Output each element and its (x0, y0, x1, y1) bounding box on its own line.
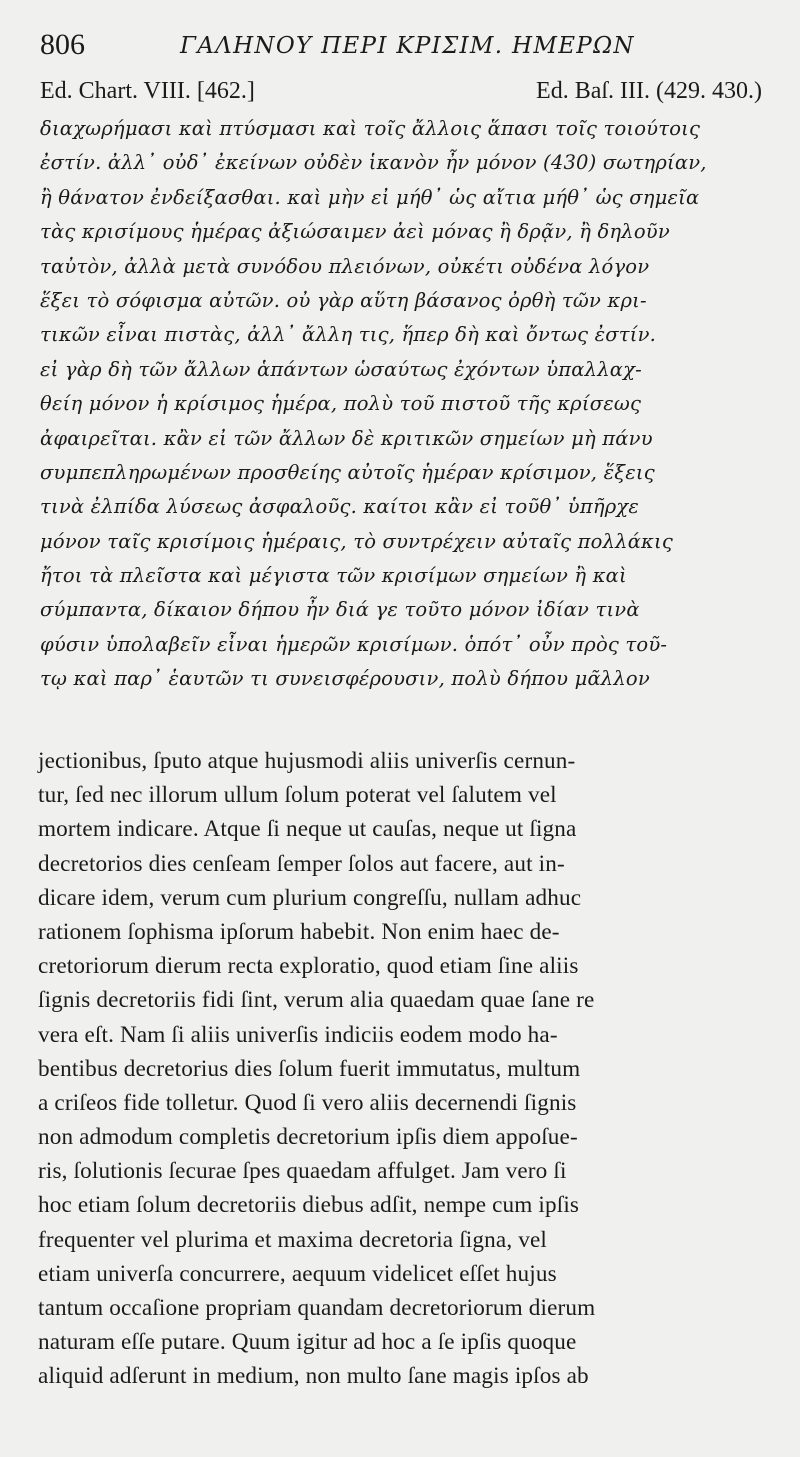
running-title: ΓΑΛΗΝΟΥ ΠΕΡΙ ΚΡΙΣΙΜ. ΗΜΕΡΩΝ (180, 33, 635, 59)
greek-text-line: τικῶν εἶναι πιστὰς, ἀλλ᾽ ἄλλη τις, ἥπερ δὴ καὶ ὄντως ἐστίν. (40, 323, 657, 347)
greek-text-line: τὰς κρισίμους ἡμέρας ἀξιώσαιμεν ἀεὶ μόνας ἢ δρᾷν, ἢ δηλοῦν (40, 220, 670, 244)
latin-text-line: tantum occaſione propriam quandam decretoriorum dierum (38, 1295, 596, 1321)
latin-text-line: naturam eſſe putare. Quum igitur ad hoc a ſe ipſis quoque (38, 1329, 577, 1356)
latin-text-line: bentibus decretorius dies ſolum fuerit immutatus, multum (38, 1055, 581, 1082)
basel-edition-reference: Ed. Baſ. III. (429. 430.) (536, 78, 762, 104)
latin-text-line: cretoriorum dierum recta exploratio, quod etiam ſine aliis (38, 953, 579, 980)
greek-text-line: ταὐτὸν, ἀλλὰ μετὰ συνόδου πλειόνων, οὐκέτι οὐδένα λόγον (40, 254, 650, 278)
greek-text-line: συμπεπληρωμένων προσθείης αὐτοῖς ἡμέραν κρίσιμον, ἕξεις (40, 460, 655, 484)
latin-text-line: rationem ſophisma ipſorum habebit. Non enim haec de- (38, 918, 560, 945)
latin-text-line: jectionibus, ſputo atque hujusmodi aliis univerſis cernun- (38, 748, 576, 774)
edition-reference-line (40, 78, 762, 108)
latin-text-line: mortem indicare. Atque ſi neque ut cauſas, neque ut ſigna (38, 816, 577, 843)
latin-text-line: etiam univerſa concurrere, aequum videlicet eſſet hujus (38, 1260, 557, 1287)
page-number: 806 (40, 28, 85, 61)
latin-text-line: frequenter vel plurima et maxima decretoria ſigna, vel (38, 1226, 547, 1253)
greek-text-line: ἢ θάνατον ἐνδείξασθαι. καὶ μὴν εἰ μήθ᾽ ὡς αἴτια μήθ᾽ ὡς σημεῖα (40, 185, 700, 209)
greek-text-line: τινὰ ἐλπίδα λύσεως ἀσφαλοῦς. καίτοι κἂν εἰ τοῦθ᾽ ὑπῆρχε (40, 495, 640, 519)
greek-text-line: σύμπαντα, δίκαιον δήπου ἦν διά γε τοῦτο μόνον ἰδίαν τινὰ (40, 598, 640, 622)
greek-text-line: μόνον ταῖς κρισίμοις ἡμέραις, τὸ συντρέχειν αὐταῖς πολλάκις (40, 529, 674, 553)
latin-text-line: ris, ſolutionis ſecurae ſpes quaedam affulget. Jam vero ſi (38, 1158, 567, 1185)
running-head (40, 24, 764, 64)
greek-text-line: ἤτοι τὰ πλεῖστα καὶ μέγιστα τῶν κρισίμων σημείων ἢ καὶ (40, 564, 627, 588)
chartier-edition-reference: Ed. Chart. VIII. [462.] (40, 78, 255, 104)
latin-text-line: hoc etiam ſolum decretoriis diebus adſit, nempe cum ipſis (38, 1192, 580, 1219)
greek-text-line: ἀφαιρεῖται. κἂν εἰ τῶν ἄλλων δὲ κριτικῶν σημείων μὴ πάνυ (40, 426, 653, 450)
page-mark (400, 720, 401, 721)
latin-text-block (38, 744, 768, 1394)
latin-text-line: tur, ſed nec illorum ullum ſolum poterat vel ſalutem vel (38, 782, 557, 809)
greek-text-line: θείη μόνον ἡ κρίσιμος ἡμέρα, πολὺ τοῦ πιστοῦ τῆς κρίσεως (40, 392, 642, 416)
latin-text-line: ſignis decretoriis fidi ſint, verum alia quaedam quae ſane re (38, 987, 595, 1014)
greek-text-line: εἰ γὰρ δὴ τῶν ἄλλων ἁπάντων ὡσαύτως ἐχόντων ὑπαλλαχ- (40, 357, 642, 381)
latin-text-line: dicare idem, verum cum plurium congreſſu, nullam adhuc (38, 884, 582, 911)
greek-text-line: ἕξει τὸ σόφισμα αὐτῶν. οὐ γὰρ αὕτη βάσανος ὀρθὴ τῶν κρι- (40, 288, 647, 312)
greek-text-line: φύσιν ὑπολαβεῖν εἶναι ἡμερῶν κρισίμων. ὁπότ᾽ οὖν πρὸς τοῦ- (40, 632, 668, 656)
greek-text-block (40, 112, 768, 697)
latin-text-line: vera eſt. Nam ſi aliis univerſis indiciis eodem modo ha- (38, 1021, 558, 1048)
greek-text-line: ἐστίν. ἀλλ᾽ οὐδ᾽ ἐκείνων οὐδὲν ἱκανὸν ἦν μόνον (430) σωτηρίαν, (40, 151, 707, 175)
latin-text-line: a criſeos fide tolletur. Quod ſi vero aliis decernendi ſignis (38, 1089, 577, 1116)
latin-text-line: aliquid adſerunt in medium, non multo ſane magis ipſos ab (38, 1363, 589, 1390)
greek-text-line: διαχωρήμασι καὶ πτύσμασι καὶ τοῖς ἄλλοις ἅπασι τοῖς τοιούτοις (40, 117, 701, 140)
latin-text-line: decretorios dies cenſeam ſemper ſolos aut facere, aut in- (38, 850, 565, 877)
latin-text-line: non admodum completis decretorium ipſis diem appoſue- (38, 1124, 578, 1151)
greek-text-line: τῳ καὶ παρ᾽ ἑαυτῶν τι συνεισφέρουσιν, πολὺ δήπου μᾶλλον (40, 667, 650, 691)
